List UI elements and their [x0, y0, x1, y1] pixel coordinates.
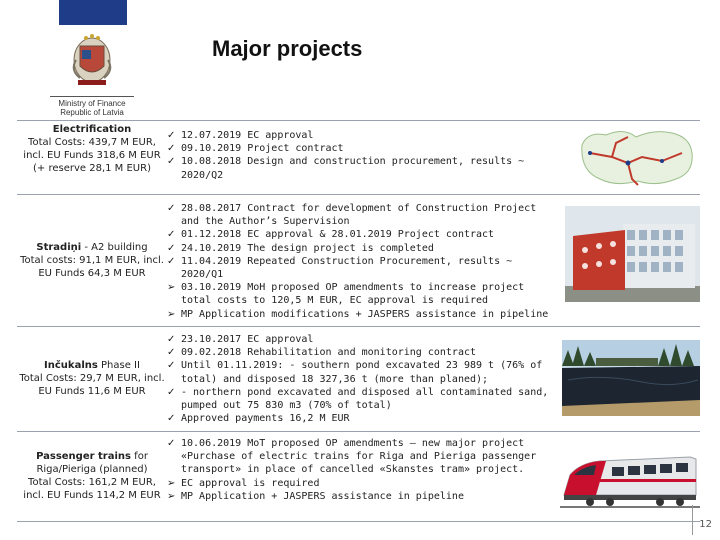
milestone-text: EC approval is required: [181, 477, 320, 489]
milestone-text: Until 01.11.2019: - southern pond excavated 23 989 t (76% of total) and disposed 18 327,36 t (more than planed);: [181, 360, 543, 385]
page-number: 12: [699, 519, 712, 530]
milestone-text: 12.07.2019 EC approval: [181, 130, 314, 141]
logo-line-1: Ministry of Finance: [58, 99, 126, 108]
project-summary: [17, 450, 167, 502]
coat-of-arms-icon: [50, 30, 134, 92]
latvia-railway-map-image: [572, 123, 700, 191]
milestone-text: 09.10.2019 Project contract: [181, 143, 344, 155]
project-summary: [17, 123, 167, 175]
milestone-list: [167, 202, 552, 321]
project-summary: [17, 359, 167, 398]
milestone-text: MP Application + JASPERS assistance in pipeline: [181, 490, 464, 502]
milestone-text: 09.02.2018 Rehabilitation and monitoring contract: [181, 347, 477, 359]
milestone-item: [167, 129, 552, 142]
electric-train-image: [560, 445, 700, 517]
milestone-item: [167, 155, 552, 181]
table-top-divider: [17, 120, 700, 121]
checkmark-icon: ✓: [167, 203, 176, 214]
sludge-pond-image: [562, 340, 700, 416]
milestone-text: MP Application modifications + JASPERS assistance in pipeline: [181, 308, 549, 320]
checkmark-icon: ✓: [167, 130, 176, 141]
milestone-item: [167, 359, 552, 385]
hospital-building-image: [565, 206, 700, 302]
milestone-text: - northern pond excavated and disposed all contaminated sand, pumped out 75 830 m3 (70% of total): [181, 386, 549, 412]
project-name-suffix: - A2 building: [81, 242, 148, 253]
checkmark-icon: ✓: [167, 229, 176, 241]
page-title: Major projects: [212, 36, 363, 61]
milestone-item: [167, 255, 552, 281]
checkmark-icon: ✓: [167, 242, 176, 254]
milestone-list: [167, 437, 552, 503]
logo-line-2: Republic of Latvia: [60, 108, 124, 117]
checkmark-icon: ✓: [167, 347, 176, 359]
milestone-item: [167, 412, 552, 425]
arrow-bullet-icon: ➢: [167, 308, 176, 320]
ministry-logo: [50, 30, 134, 118]
project-details: Total Costs: 439,7 M EUR, incl. EU Funds 318,6 M EUR (+ reserve 28,1 M EUR): [23, 137, 161, 174]
milestone-text: 03.10.2019 MoH proposed OP amendments to increase project total costs to 120,5 M EUR, EC approval is required: [181, 282, 525, 307]
milestone-text: 23.10.2017 EC approval: [181, 334, 314, 345]
arrow-bullet-icon: ➢: [167, 490, 176, 502]
checkmark-icon: ✓: [167, 143, 176, 155]
header-color-bar: [59, 0, 127, 25]
milestone-item: [167, 437, 552, 477]
milestone-item: [167, 281, 552, 307]
checkmark-icon: ✓: [167, 255, 176, 267]
milestone-item: [167, 202, 552, 228]
row-divider: [17, 326, 700, 327]
checkmark-icon: ✓: [167, 156, 176, 168]
milestone-item: [167, 308, 552, 321]
milestone-item: [167, 228, 552, 241]
project-name: Stradiņi: [36, 242, 82, 253]
checkmark-icon: ✓: [167, 438, 176, 449]
page-number-rule: [692, 505, 693, 535]
project-details: Total Costs: 161,2 M EUR, incl. EU Funds 114,2 M EUR: [23, 477, 161, 501]
milestone-list: [167, 333, 552, 425]
milestone-item: [167, 333, 552, 346]
arrow-bullet-icon: ➢: [167, 477, 176, 489]
project-name: Electrification: [52, 124, 132, 135]
project-name-suffix: for Riga/Pieriga (planned): [36, 451, 148, 475]
milestone-text: 01.12.2018 EC approval & 28.01.2019 Project contract: [181, 229, 495, 241]
project-name: Passenger trains: [36, 451, 131, 462]
project-name: Inčukalns: [44, 360, 98, 371]
milestone-text: 10.08.2018 Design and construction procurement, results ~ 2020/Q2: [181, 156, 525, 181]
arrow-bullet-icon: ➢: [167, 282, 176, 294]
checkmark-icon: ✓: [167, 413, 176, 425]
milestone-item: [167, 142, 552, 155]
row-divider: [17, 194, 700, 195]
milestone-text: 10.06.2019 MoT proposed OP amendments – new major project «Purchase of electric trains for Riga and Pieriga passenger transport» in place of cancelled «Skanstes tram» project.: [181, 438, 537, 476]
table-bottom-divider: [17, 521, 700, 522]
milestone-item: [167, 386, 552, 412]
milestone-text: 11.04.2019 Repeated Construction Procurement, results ~ 2020/Q1: [181, 255, 513, 281]
checkmark-icon: ✓: [167, 386, 176, 398]
project-summary: [17, 241, 167, 280]
project-name-suffix: Phase II: [97, 360, 140, 371]
project-details: Total costs: 91,1 M EUR, incl. EU Funds 64,3 M EUR: [20, 255, 164, 279]
project-details: Total Costs: 29,7 M EUR, incl. EU Funds 11,6 M EUR: [19, 373, 165, 397]
milestone-item: [167, 242, 552, 255]
row-divider: [17, 431, 700, 432]
milestone-list: [167, 129, 552, 182]
checkmark-icon: ✓: [167, 334, 176, 345]
milestone-item: [167, 490, 552, 503]
milestone-text: 28.08.2017 Contract for development of Construction Project and the Author’s Supervision: [181, 203, 537, 228]
milestone-text: 24.10.2019 The design project is completed: [181, 242, 434, 254]
milestone-item: [167, 346, 552, 359]
milestone-item: [167, 477, 552, 490]
checkmark-icon: ✓: [167, 360, 176, 372]
milestone-text: Approved payments 16,2 M EUR: [181, 413, 350, 425]
